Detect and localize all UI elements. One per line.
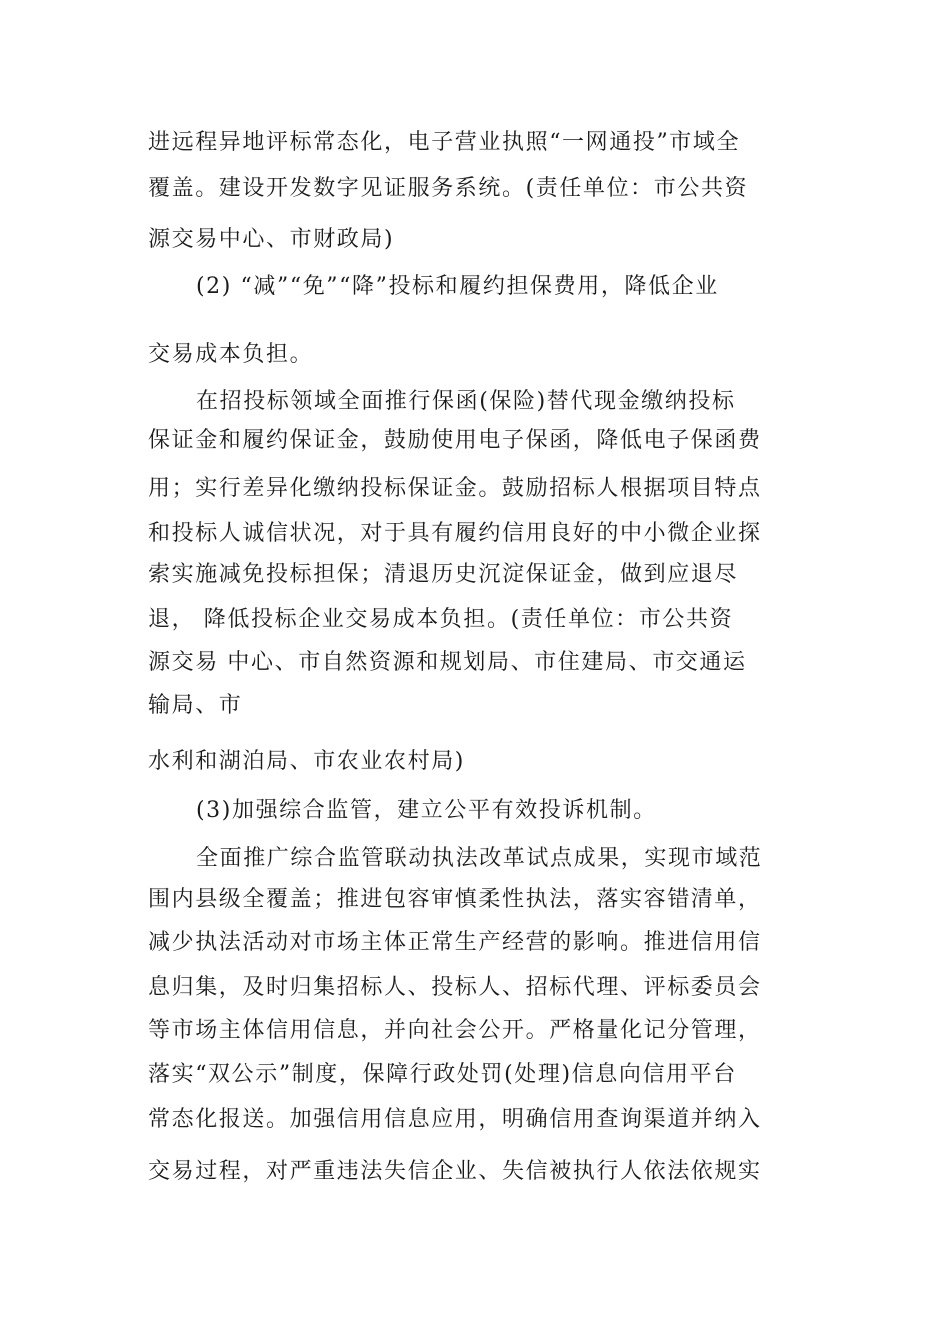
paragraph-line: 索实施减免投标担保；清退历史沉淀保证金，做到应退尽 — [148, 562, 739, 587]
paragraph-line: 覆盖。建设开发数字见证服务系统。(责任单位：市公共资 — [148, 176, 749, 201]
paragraph-line: 落实“双公示”制度，保障行政处罚(处理)信息向信用平台 — [148, 1062, 737, 1087]
paragraph-line: 进远程异地评标常态化，电子营业执照“一网通投”市域全 — [148, 130, 741, 155]
section-heading-3: (3)加强综合监管，建立公平有效投诉机制。 — [196, 798, 657, 823]
paragraph-line: 保证金和履约保证金，鼓励使用电子保函，降低电子保函费 — [148, 428, 762, 453]
paragraph-line: 用；实行差异化缴纳投标保证金。鼓励招标人根据项目特点 — [148, 476, 762, 501]
paragraph-line: 和投标人诚信状况，对于具有履约信用良好的中小微企业探 — [148, 521, 762, 546]
paragraph-line: 源交易中心、市财政局) — [148, 227, 395, 252]
paragraph-line: 退， 降低投标企业交易成本负担。(责任单位：市公共资 — [148, 607, 734, 632]
paragraph-line: 等市场主体信用信息，并向社会公开。严格量化记分管理， — [148, 1018, 762, 1043]
paragraph-line: 交易成本负担。 — [148, 342, 314, 367]
paragraph-line: 交易过程，对严重违法失信企业、失信被执行人依法依规实 — [148, 1159, 762, 1184]
paragraph-line: 全面推广综合监管联动执法改革试点成果，实现市域范 — [196, 846, 763, 871]
paragraph-line: 水利和湖泊局、市农业农村局) — [148, 749, 465, 774]
paragraph-line: 息归集，及时归集招标人、投标人、招标代理、评标委员会 — [148, 975, 762, 1000]
section-heading-2: (2) “减”“免”“降”投标和履约担保费用，降低企业 — [196, 274, 719, 299]
paragraph-line: 常态化报送。加强信用信息应用，明确信用查询渠道并纳入 — [148, 1107, 762, 1132]
paragraph-line: 输局、市 — [148, 693, 243, 718]
paragraph-line: 减少执法活动对市场主体正常生产经营的影响。推进信用信 — [148, 930, 762, 955]
paragraph-line: 在招投标领域全面推行保函(保险)替代现金缴纳投标 — [196, 389, 736, 414]
paragraph-line: 源交易 中心、市自然资源和规划局、市住建局、市交通运 — [148, 650, 747, 675]
paragraph-line: 围内县级全覆盖；推进包容审慎柔性执法，落实容错清单， — [148, 887, 762, 912]
